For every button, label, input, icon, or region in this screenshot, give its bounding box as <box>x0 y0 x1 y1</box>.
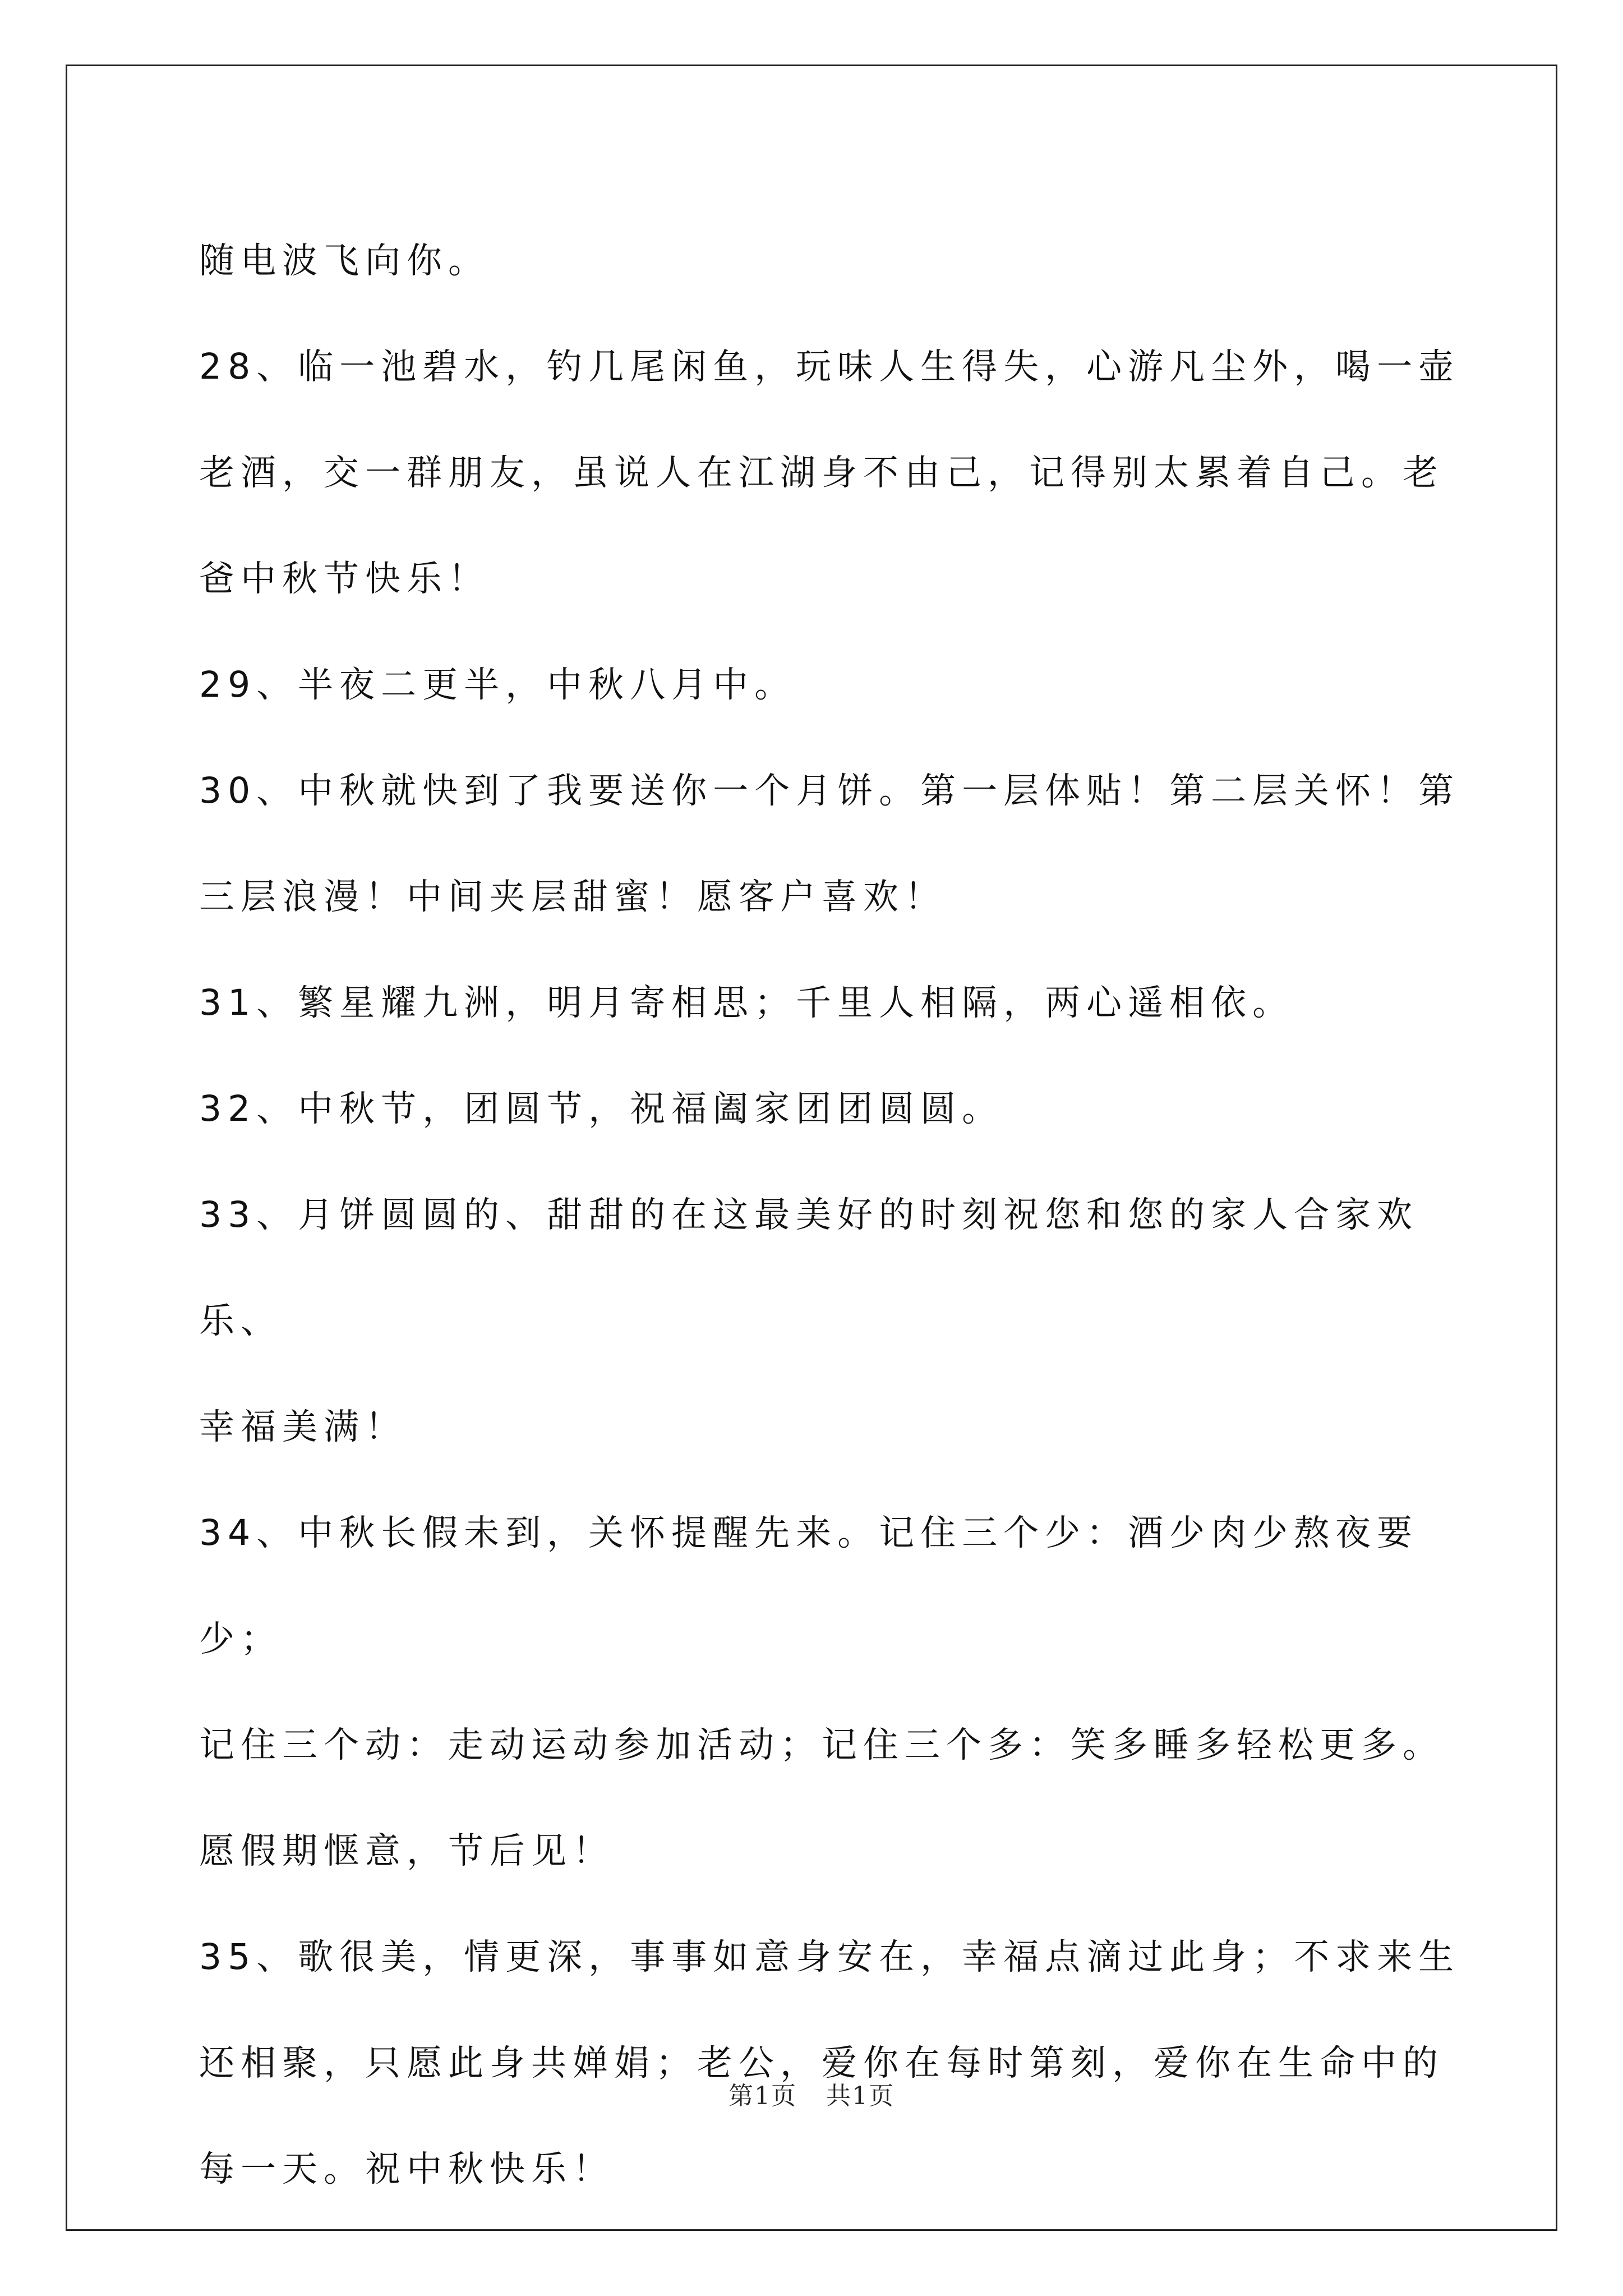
text-line: 幸福美满！ <box>199 1406 407 1447</box>
text-line: 老酒，交一群朋友，虽说人在江湖身不由己，记得别太累着自己。老 <box>199 452 1444 493</box>
text-line: 30、中秋就快到了我要送你一个月饼。第一层体贴！第二层关怀！第 <box>199 770 1460 811</box>
text-line: 32、中秋节，团圆节，祝福阖家团团圆圆。 <box>199 1088 1004 1129</box>
text-line: 记住三个动：走动运动参加活动；记住三个多：笑多睡多轻松更多。 <box>199 1724 1444 1765</box>
text-line: 33、月饼圆圆的、甜甜的在这最美好的时刻祝您和您的家人合家欢乐、 <box>199 1194 1419 1341</box>
text-line: 每一天。祝中秋快乐！ <box>199 2148 614 2189</box>
document-body <box>199 208 1489 2222</box>
page-total: 共1页 <box>826 2082 895 2110</box>
text-line: 35、歌很美，情更深，事事如意身安在，幸福点滴过此身；不求来生 <box>199 1936 1460 1977</box>
text-line: 随电波飞向你。 <box>199 240 490 281</box>
text-line: 爸中秋节快乐！ <box>199 558 490 599</box>
page-footer <box>0 2076 1623 2111</box>
text-line: 愿假期惬意，节后见！ <box>199 1830 614 1871</box>
text-line: 三层浪漫！中间夹层甜蜜！愿客户喜欢！ <box>199 876 946 917</box>
text-line: 28、临一池碧水，钓几尾闲鱼，玩味人生得失，心游凡尘外，喝一壶 <box>199 346 1460 387</box>
text-line: 34、中秋长假未到，关怀提醒先来。记住三个少：酒少肉少熬夜要少； <box>199 1512 1419 1659</box>
page-number: 第1页 <box>728 2082 797 2110</box>
text-line: 31、繁星耀九洲，明月寄相思；千里人相隔，两心遥相依。 <box>199 982 1294 1023</box>
text-line: 还相聚，只愿此身共婵娟；老公，爱你在每时第刻，爱你在生命中的 <box>199 2042 1444 2083</box>
text-line: 29、半夜二更半，中秋八月中。 <box>199 664 796 705</box>
